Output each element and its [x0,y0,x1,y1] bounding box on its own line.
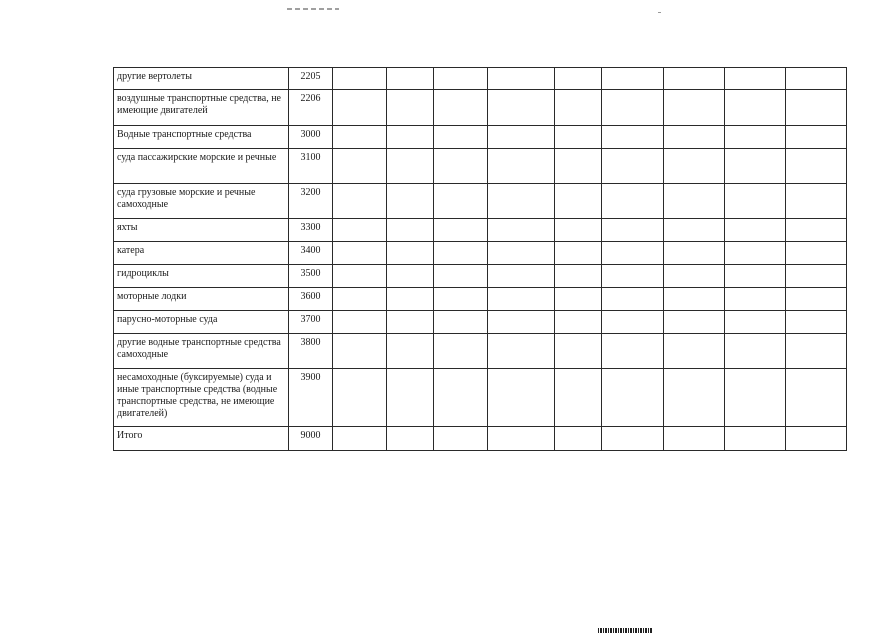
table-cell [555,288,602,311]
table-cell [434,149,488,184]
table-cell [725,288,786,311]
table-cell [786,149,847,184]
table-cell [555,242,602,265]
table-cell [434,288,488,311]
table-cell [333,311,387,334]
table-cell [387,288,434,311]
table-cell [333,242,387,265]
table-cell [434,126,488,149]
table-cell [602,184,664,219]
table-cell [555,334,602,369]
row-code: 9000 [289,427,333,451]
table-cell [387,369,434,427]
table-row [114,427,847,451]
table-cell [434,242,488,265]
table-cell [555,149,602,184]
table-row [114,242,847,265]
table-cell [664,427,725,451]
table-cell [786,427,847,451]
table-cell [387,149,434,184]
table-cell [333,265,387,288]
table-cell [664,369,725,427]
row-code: 3600 [289,288,333,311]
table-row [114,68,847,90]
table-cell [387,334,434,369]
table-cell [725,149,786,184]
table-cell [333,90,387,126]
table-cell [786,334,847,369]
row-name: несамоходные (буксируемые) суда и иные транспортные средства (водные транспортные средства, не имеющие двигателей) [114,369,289,427]
scan-artifact-dot [658,12,661,13]
table-cell [488,334,555,369]
table-row [114,288,847,311]
table-cell [488,126,555,149]
table-cell [434,369,488,427]
table-cell [387,90,434,126]
table-cell [333,334,387,369]
row-name: парусно-моторные суда [114,311,289,334]
table-cell [555,427,602,451]
table-cell [602,288,664,311]
table-cell [333,184,387,219]
row-code: 3500 [289,265,333,288]
table-cell [786,288,847,311]
table-cell [387,242,434,265]
table-cell [602,265,664,288]
row-code: 2206 [289,90,333,126]
table-cell [387,184,434,219]
table-cell [488,242,555,265]
table-cell [434,184,488,219]
table-cell [488,68,555,90]
table-cell [725,184,786,219]
table-cell [488,265,555,288]
row-code: 2205 [289,68,333,90]
table-cell [602,149,664,184]
table-cell [602,242,664,265]
table-cell [488,369,555,427]
table-cell [555,90,602,126]
table-cell [488,311,555,334]
table-row [114,334,847,369]
table-row [114,90,847,126]
table-cell [602,334,664,369]
table-cell [664,242,725,265]
table-cell [664,311,725,334]
row-code: 3000 [289,126,333,149]
row-name: Итого [114,427,289,451]
table-cell [664,334,725,369]
table-row [114,311,847,334]
table-cell [664,184,725,219]
table-row [114,149,847,184]
table-cell [725,126,786,149]
row-name: гидроциклы [114,265,289,288]
vehicle-table [113,67,847,451]
table-row [114,219,847,242]
table-cell [664,68,725,90]
table-cell [333,126,387,149]
table-cell [555,369,602,427]
table-cell [488,149,555,184]
table-row [114,369,847,427]
table-cell [786,242,847,265]
table-cell [555,265,602,288]
row-name: другие водные транспортные средства самоходные [114,334,289,369]
table-cell [333,219,387,242]
table-cell [664,265,725,288]
table-cell [434,219,488,242]
row-code: 3700 [289,311,333,334]
row-name: воздушные транспортные средства, не имеющие двигателей [114,90,289,126]
table-cell [555,68,602,90]
table-cell [555,219,602,242]
table-cell [434,90,488,126]
table-row [114,265,847,288]
table-cell [786,311,847,334]
table-cell [786,265,847,288]
row-code: 3900 [289,369,333,427]
table-cell [434,265,488,288]
table-cell [387,265,434,288]
table-cell [602,126,664,149]
table-cell [434,311,488,334]
row-name: Водные транспортные средства [114,126,289,149]
scan-artifact-top [287,8,339,10]
row-code: 3200 [289,184,333,219]
table-cell [555,311,602,334]
table-cell [786,369,847,427]
table-cell [725,334,786,369]
table-cell [602,369,664,427]
table-cell [387,311,434,334]
table-cell [488,90,555,126]
table-cell [725,427,786,451]
table-cell [434,68,488,90]
row-name: другие вертолеты [114,68,289,90]
table-cell [333,149,387,184]
table-cell [333,288,387,311]
table-cell [664,126,725,149]
table-cell [555,184,602,219]
table-cell [488,184,555,219]
table-cell [434,427,488,451]
table-row [114,184,847,219]
table-cell [664,149,725,184]
table-cell [664,219,725,242]
table-cell [786,219,847,242]
table-cell [664,288,725,311]
table-cell [333,68,387,90]
row-name: суда пассажирские морские и речные [114,149,289,184]
table-cell [434,334,488,369]
row-code: 3300 [289,219,333,242]
table-cell [387,126,434,149]
table-cell [725,369,786,427]
table-cell [725,242,786,265]
table-cell [664,90,725,126]
row-name: моторные лодки [114,288,289,311]
table-cell [602,427,664,451]
table-cell [555,126,602,149]
row-code: 3400 [289,242,333,265]
table-cell [488,427,555,451]
table-cell [488,219,555,242]
table-cell [725,219,786,242]
row-code: 3800 [289,334,333,369]
table-cell [786,126,847,149]
table-cell [333,427,387,451]
row-code: 3100 [289,149,333,184]
table-cell [602,219,664,242]
table-cell [786,184,847,219]
table-cell [602,90,664,126]
table-cell [387,219,434,242]
table-cell [786,90,847,126]
table-cell [387,427,434,451]
table-cell [387,68,434,90]
table-cell [725,265,786,288]
table-cell [786,68,847,90]
table-row [114,126,847,149]
table-cell [725,311,786,334]
barcode-mark [598,628,652,633]
table-cell [725,68,786,90]
row-name: яхты [114,219,289,242]
table-cell [602,311,664,334]
table-cell [602,68,664,90]
table-cell [725,90,786,126]
row-name: катера [114,242,289,265]
row-name: суда грузовые морские и речные самоходные [114,184,289,219]
table-cell [488,288,555,311]
table-cell [333,369,387,427]
